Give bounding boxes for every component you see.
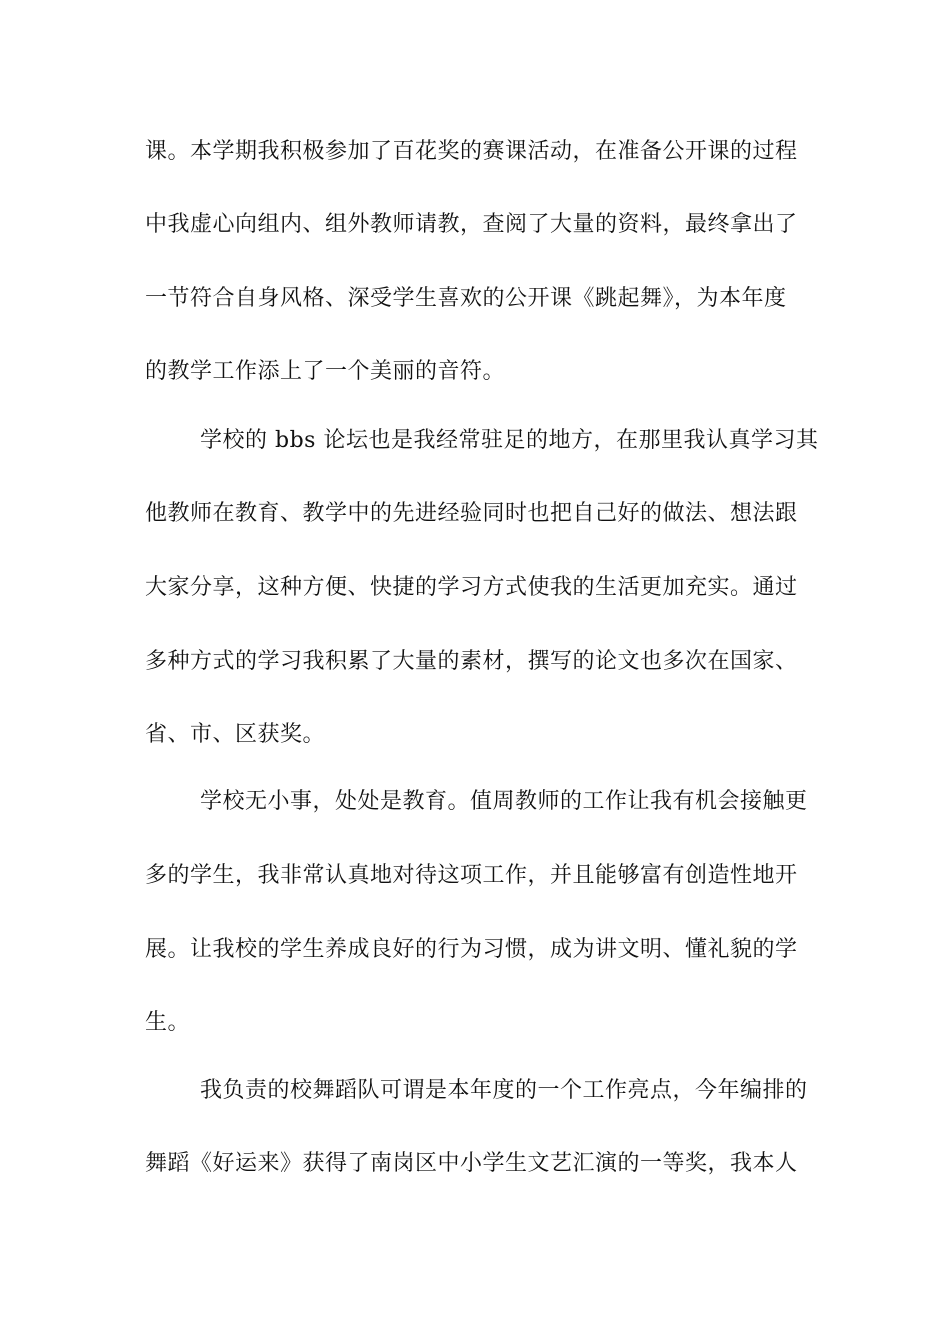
paragraph-1-line-2: 中我虚心向组内、组外教师请教，查阅了大量的资料，最终拿出了 <box>145 212 798 237</box>
paragraph-3-line-2: 多的学生，我非常认真地对待这项工作，并且能够富有创造性地开 <box>145 863 798 888</box>
paragraph-4-line-1: 我负责的校舞蹈队可谓是本年度的一个工作亮点，今年编排的 <box>200 1078 808 1103</box>
paragraph-2-line-3: 大家分享，这种方便、快捷的学习方式使我的生活更加充实。通过 <box>145 575 798 600</box>
paragraph-1-line-4: 的教学工作添上了一个美丽的音符。 <box>145 359 506 384</box>
paragraph-3-line-3: 展。让我校的学生养成良好的行为习惯，成为讲文明、懂礼貌的学 <box>145 937 798 962</box>
paragraph-2-line-4: 多种方式的学习我积累了大量的素材，撰写的论文也多次在国家、 <box>145 649 798 674</box>
paragraph-1-line-1: 课。本学期我积极参加了百花奖的赛课活动，在准备公开课的过程 <box>145 139 798 164</box>
paragraph-1-line-3: 一节符合自身风格、深受学生喜欢的公开课《跳起舞》，为本年度 <box>145 286 787 311</box>
paragraph-2-line-1: 学校的 bbs 论坛也是我经常驻足的地方，在那里我认真学习其 <box>200 428 819 453</box>
paragraph-3-line-1: 学校无小事，处处是教育。值周教师的工作让我有机会接触更 <box>200 789 808 814</box>
paragraph-2-line-2: 他教师在教育、教学中的先进经验同时也把自己好的做法、想法跟 <box>145 501 798 526</box>
paragraph-3-line-4: 生。 <box>145 1010 191 1035</box>
paragraph-4-line-2: 舞蹈《好运来》获得了南岗区中小学生文艺汇演的一等奖，我本人 <box>145 1151 798 1176</box>
paragraph-2-line-5: 省、市、区获奖。 <box>145 722 326 747</box>
